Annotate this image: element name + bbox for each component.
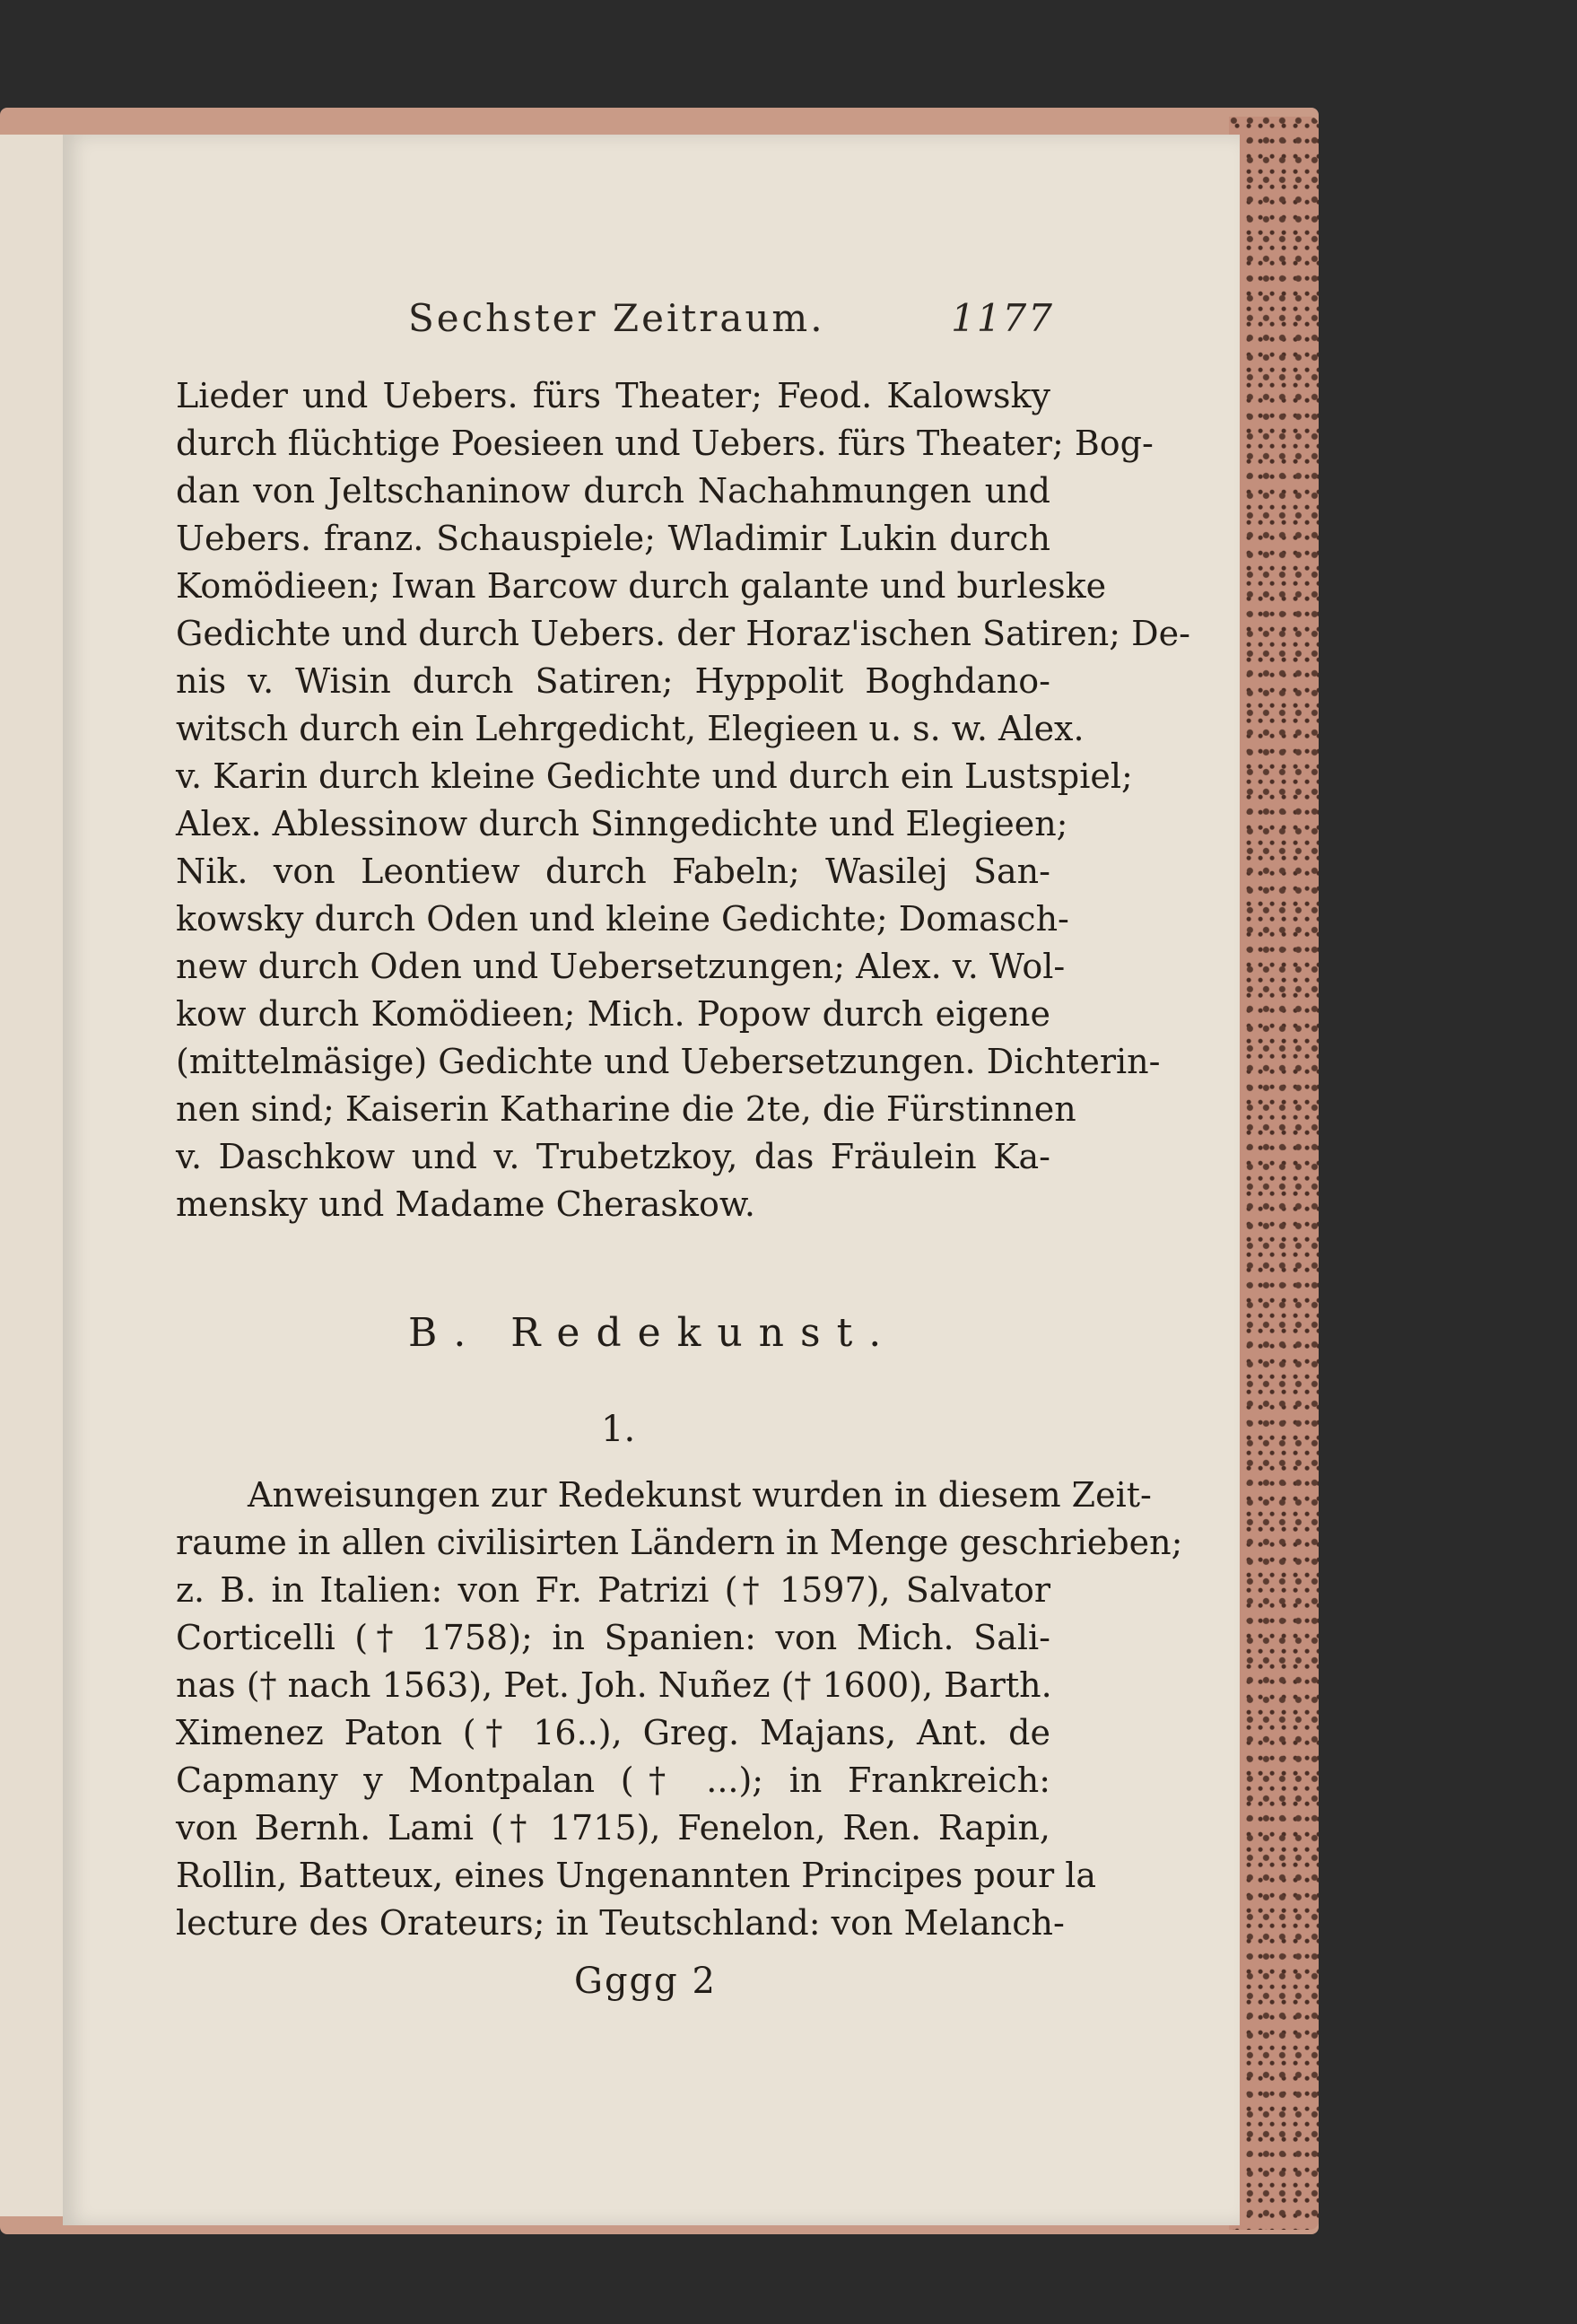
text-line: dan von Jeltschaninow durch Nachahmungen und [176, 471, 1050, 511]
text-line: Komödieen; Iwan Barcow durch galante und burleske [176, 566, 1107, 606]
text-line: witsch durch ein Lehrgedicht, Elegieen u. s. w. Alex. [176, 709, 1085, 748]
signature-mark: Gggg 2 [574, 1961, 717, 2002]
text-line: raume in allen civilisirten Ländern in Menge geschrieben; [176, 1523, 1183, 1562]
text-line: Alex. Ablessinow durch Sinngedichte und Elegieen; [176, 804, 1068, 843]
book-cover-edge [1229, 117, 1319, 2230]
text-line: Uebers. franz. Schauspiele; Wladimir Lukin durch [176, 519, 1050, 558]
body-text [176, 372, 1190, 1228]
text-line: Lieder und Uebers. fürs Theater; Feod. Kalowsky [176, 376, 1050, 415]
text-line: Anweisungen zur Redekunst wurden in diesem Zeit- [248, 1475, 1152, 1515]
text-line: v. Daschkow und v. Trubetzkoy, das Fräulein Ka- [176, 1137, 1050, 1176]
text-line: (mittelmäsige) Gedichte und Uebersetzungen. Dichterin- [176, 1042, 1161, 1081]
text-line: Capmany y Montpalan († ...); in Frankreich: [176, 1760, 1050, 1800]
text-line: kowsky durch Oden und kleine Gedichte; Domasch- [176, 899, 1069, 939]
section-heading: B. Redekunst. [408, 1310, 898, 1356]
text-line: new durch Oden und Uebersetzungen; Alex. v. Wol- [176, 947, 1066, 986]
text-line: nen sind; Kaiserin Katharine die 2te, die Fürstinnen [176, 1089, 1076, 1129]
facing-page-edge [0, 135, 69, 2216]
section-text [176, 1472, 1183, 1947]
text-line: Nik. von Leontiew durch Fabeln; Wasilej San- [176, 852, 1050, 891]
text-line: Ximenez Paton († 16..), Greg. Majans, Ant. de [176, 1713, 1050, 1752]
text-line: v. Karin durch kleine Gedichte und durch ein Lustspiel; [176, 756, 1133, 796]
text-line: Corticelli († 1758); in Spanien: von Mich. Sali- [176, 1618, 1050, 1657]
header-title: Sechster Zeitraum. [408, 296, 825, 340]
subsection-number: 1. [601, 1409, 636, 1450]
text-line: Gedichte und durch Uebers. der Horaz'ischen Satiren; De- [176, 614, 1190, 653]
text-line: z. B. in Italien: von Fr. Patrizi († 1597), Salvator [176, 1570, 1050, 1610]
text-line: mensky und Madame Cheraskow. [176, 1184, 755, 1224]
page-number: 1177 [951, 296, 1054, 340]
text-line: nas († nach 1563), Pet. Joh. Nuñez († 1600), Barth. [176, 1665, 1052, 1705]
text-line: durch flüchtige Poesieen und Uebers. fürs Theater; Bog- [176, 424, 1154, 463]
text-line: nis v. Wisin durch Satiren; Hyppolit Boghdano- [176, 661, 1050, 701]
text-line: lecture des Orateurs; in Teutschland: von Melanch- [176, 1903, 1065, 1943]
text-line: Rollin, Batteux, eines Ungenannten Principes pour la [176, 1856, 1097, 1895]
text-line: kow durch Komödieen; Mich. Popow durch eigene [176, 994, 1050, 1034]
text-line: von Bernh. Lami († 1715), Fenelon, Ren. Rapin, [176, 1808, 1050, 1848]
running-header [408, 296, 1054, 350]
